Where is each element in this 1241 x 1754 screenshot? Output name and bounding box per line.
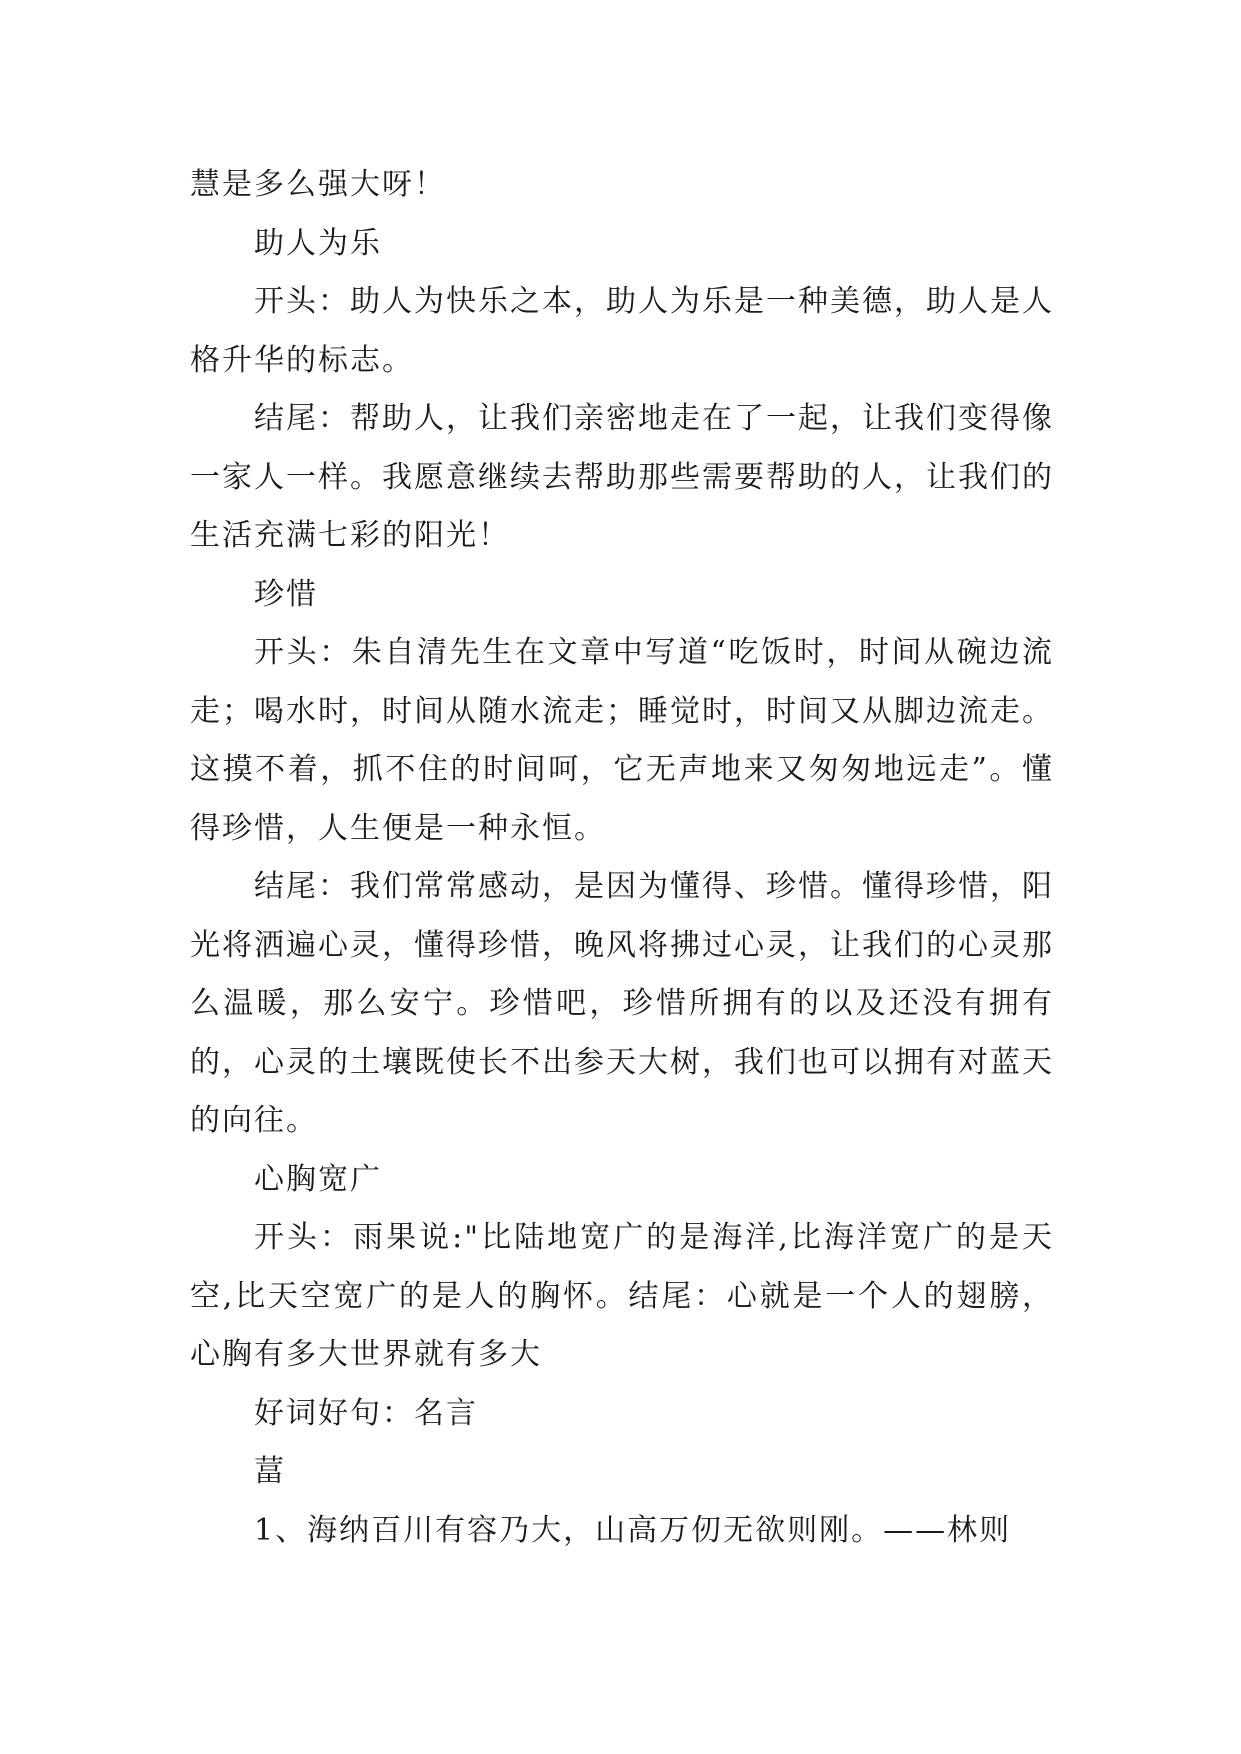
paragraph-cherish-opening: 开头：朱自清先生在文章中写道“吃饭时，时间从碗边流走；喝水时，时间从随水流走；睡觉时，时间又从脚边流走。这摸不着，抓不住的时间呵，它无声地来又匆匆地远走”。懂得珍惜，人生便是一种永恒。	[190, 635, 1054, 846]
paragraph-continuation: 慧是多么强大呀！	[190, 167, 446, 202]
paragraph-helping-opening: 开头：助人为快乐之本，助人为乐是一种美德，助人是人格升华的标志。	[190, 284, 1054, 378]
heading-good-words: 好词好句：名言	[254, 1395, 478, 1431]
heading-broad-mind: 心胸宽广	[254, 1161, 382, 1197]
paragraph-quote-1: 1、海纳百川有容乃大，山高万仞无欲则刚。——林则	[254, 1512, 1012, 1548]
paragraph-cherish-ending: 结尾：我们常常感动，是因为懂得、珍惜。懂得珍惜，阳光将洒遍心灵，懂得珍惜，晚风将拂过心灵，让我们的心灵那么温暖，那么安宁。珍惜吧，珍惜所拥有的以及还没有拥有的，心灵的土壤既使长不出参天大树，我们也可以拥有对蓝天的向往。	[190, 869, 1054, 1138]
heading-cherish: 珍惜	[254, 576, 318, 612]
document-body	[190, 156, 1054, 1560]
paragraph-char: 葍	[254, 1454, 286, 1489]
heading-helping-others: 助人为乐	[254, 225, 382, 261]
paragraph-helping-ending: 结尾：帮助人，让我们亲密地走在了一起，让我们变得像一家人一样。我愿意继续去帮助那些需要帮助的人，让我们的生活充满七彩的阳光！	[190, 401, 1054, 553]
paragraph-broad-mind: 开头：雨果说:"比陆地宽广的是海洋,比海洋宽广的是天空,比天空宽广的是人的胸怀。结尾：心就是一个人的翅膀，心胸有多大世界就有多大	[190, 1220, 1054, 1372]
